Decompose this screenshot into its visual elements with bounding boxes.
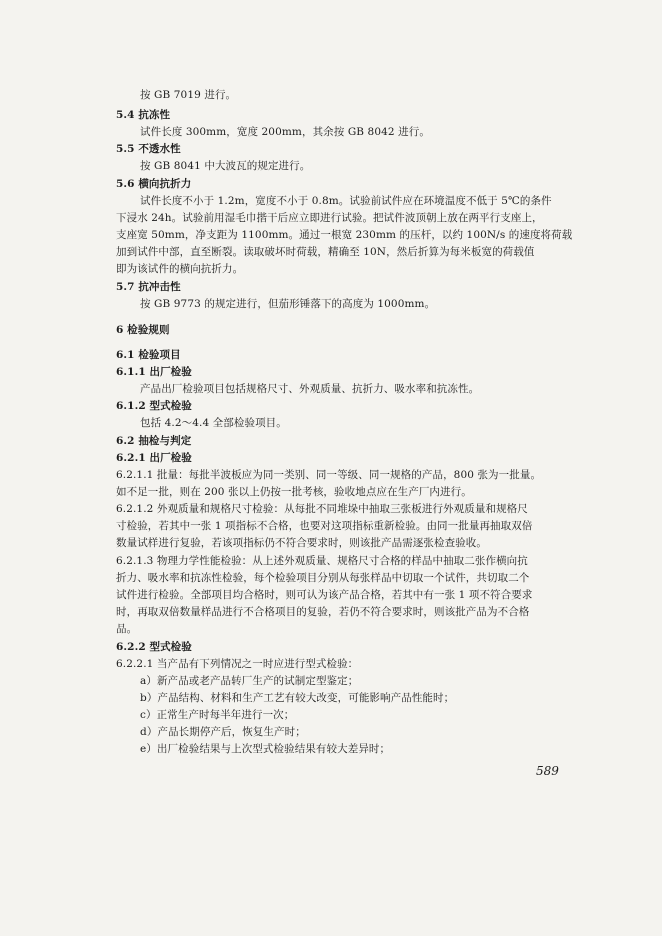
text-line: 试件长度 300mm，宽度 200mm，其余按 GB 8042 进行。 <box>140 126 430 138</box>
section-heading: 6.2 抽检与判定 <box>116 435 192 447</box>
text-line: 折力、吸水率和抗冻性检验，每个检验项目分别从每张样品中切取一个试件，共切取二个 <box>116 572 530 584</box>
text-line: 6.2.1.3 物理力学性能检验：从上述外观质量、规格尺寸合格的样品中抽取二张作横向抗 <box>116 555 528 567</box>
text-line: 按 GB 7019 进行。 <box>140 89 237 101</box>
text-line: 6.2.1.2 外观质量和规格尺寸检验：从每批不同堆垛中抽取三张板进行外观质量和规格尺 <box>116 503 528 515</box>
section-heading: 5.7 抗冲击性 <box>116 281 181 293</box>
list-item: b）产品结构、材料和生产工艺有较大改变，可能影响产品性能时； <box>140 692 455 704</box>
section-heading: 5.5 不透水性 <box>116 143 181 155</box>
text-line: 如不足一批，则在 200 张以上仍按一批考核，验收地点应在生产厂内进行。 <box>116 486 472 498</box>
section-heading: 6.2.2 型式检验 <box>116 641 192 653</box>
text-line: 即为该试件的横向抗折力。 <box>116 263 244 275</box>
section-heading: 6.1 检验项目 <box>116 349 181 361</box>
text-line: 加到试件中部，直至断裂。读取破坏时荷载，精确至 10N，然后折算为每米板宽的荷载值 <box>116 246 535 258</box>
text-line: 支座宽 50mm，净支距为 1100mm。通过一根宽 230mm 的压杆，以约 100N/s 的速度将荷载 <box>116 229 573 241</box>
text-line: 按 GB 9773 的规定进行，但茄形锤落下的高度为 1000mm。 <box>140 298 436 310</box>
text-line: 6.2.1.1 批量：每批半波板应为同一类别、同一等级、同一规格的产品，800 张为一批量。 <box>116 469 542 481</box>
text-line: 试件长度不小于 1.2m，宽度不小于 0.8m。试验前试件应在环境温度不低于 5℃的条件 <box>140 195 552 207</box>
text-line: 包括 4.2～4.4 全部检验项目。 <box>140 417 287 429</box>
section-heading: 5.6 横向抗折力 <box>116 178 192 190</box>
text-line: 试件进行检验。全部项目均合格时，则可认为该产品合格，若其中有一张 1 项不符合要求 <box>116 589 533 601</box>
chapter-heading: 6 检验规则 <box>116 324 170 336</box>
text-line: 数量试样进行复验，若该项指标仍不符合要求时，则该批产品需逐张检查验收。 <box>116 537 487 549</box>
list-item: c）正常生产时每半年进行一次； <box>140 709 295 721</box>
page-number: 589 <box>536 764 559 778</box>
text-line: 时，再取双倍数量样品进行不合格项目的复验，若仍不符合要求时，则该批产品为不合格 <box>116 606 530 618</box>
text-line: 品。 <box>116 623 138 635</box>
text-line: 寸检验，若其中一张 1 项指标不合格，也要对这项指标重新检验。由同一批量再抽取双倍 <box>116 520 533 532</box>
section-heading: 6.1.2 型式检验 <box>116 400 192 412</box>
section-heading: 6.1.1 出厂检验 <box>116 366 192 378</box>
list-item: d）产品长期停产后，恢复生产时； <box>140 726 306 738</box>
section-heading: 6.2.1 出厂检验 <box>116 452 192 464</box>
text-line: 产品出厂检验项目包括规格尺寸、外观质量、抗折力、吸水率和抗冻性。 <box>140 383 480 395</box>
text-line: 按 GB 8041 中大波瓦的规定进行。 <box>140 160 311 172</box>
list-item: e）出厂检验结果与上次型式检验结果有较大差异时； <box>140 743 391 755</box>
text-line: 下浸水 24h。试验前用湿毛巾揩干后应立即进行试验。把试件波顶朝上放在两平行支座上， <box>116 212 543 224</box>
section-heading: 5.4 抗冻性 <box>116 109 171 121</box>
list-item: a）新产品或老产品转厂生产的试制定型鉴定； <box>140 675 359 687</box>
text-line: 6.2.2.1 当产品有下列情况之一时应进行型式检验： <box>116 658 359 670</box>
